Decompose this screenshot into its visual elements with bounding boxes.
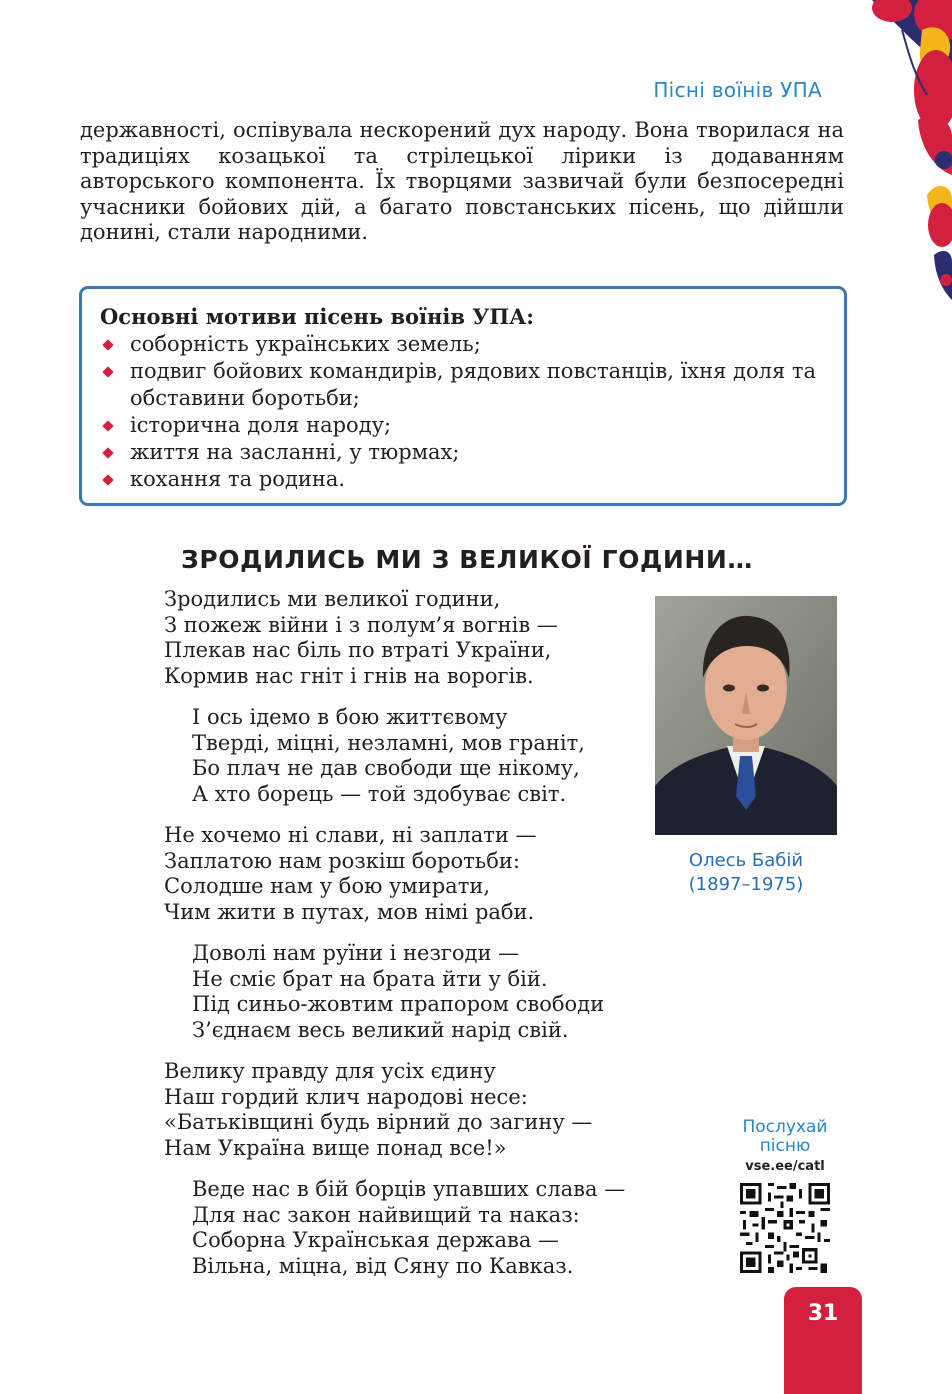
poem-line: Веде нас в бій борців упавших слава — bbox=[192, 1177, 626, 1201]
list-item bbox=[100, 439, 828, 466]
poem-stanza bbox=[164, 705, 654, 807]
poem-title: ЗРОДИЛИСЬ МИ З ВЕЛИКОЇ ГОДИНИ… bbox=[181, 545, 754, 574]
poem-line: Заплатою нам розкіш боротьби: bbox=[164, 848, 520, 873]
floral-decoration-icon bbox=[832, 0, 952, 310]
author-name: Олесь Бабій bbox=[688, 850, 804, 871]
poem-line: А хто борець — той здобуває світ. bbox=[192, 781, 567, 806]
poem-line: Кормив нас гніт і гнів на ворогів. bbox=[164, 663, 534, 688]
poem-line: Солодше нам у бою умирати, bbox=[164, 874, 490, 898]
author-years: (1897–1975) bbox=[688, 874, 804, 895]
author-portrait bbox=[655, 596, 837, 835]
poem-line: Під синьо-жовтим прапором свободи bbox=[192, 992, 605, 1016]
list-item bbox=[100, 331, 828, 358]
intro-paragraph bbox=[80, 118, 844, 246]
motifs-list bbox=[100, 331, 828, 493]
list-item-text: життя на засланні, у тюрмах; bbox=[130, 440, 460, 464]
poem-line: Доволі нам руїни і незгоди — bbox=[192, 941, 520, 965]
list-item bbox=[100, 412, 828, 439]
poem-line: Плекав нас біль по втраті України, bbox=[164, 638, 552, 662]
poem-line: «Батьківщині будь вірний до загину — bbox=[164, 1110, 593, 1134]
listen-block bbox=[730, 1118, 840, 1174]
poem-stanza bbox=[164, 823, 654, 925]
diamond-bullet-icon bbox=[102, 339, 113, 350]
diamond-bullet-icon bbox=[102, 420, 113, 431]
poem-line: Тверді, міцні, незламні, мов граніт, bbox=[192, 730, 585, 755]
diamond-bullet-icon bbox=[102, 474, 113, 485]
running-header: Пісні воїнів УПА bbox=[653, 78, 822, 102]
poem-line: І ось ідемо в бою життєвому bbox=[192, 705, 508, 729]
poem-line: Зродились ми великої години, bbox=[164, 587, 501, 611]
poem-line: З’єднаєм весь великий нарід свій. bbox=[192, 1017, 569, 1042]
qr-code-icon[interactable] bbox=[740, 1183, 830, 1273]
intro-text: державності, оспівувала нескорений дух народу. Вона творилася на традиціях козацької та стрілецької лірики із додаванням авторського компонента. Їх творцями зазвичай були безпосередні учасники бойових дій, а багато повстанських пісень, що дійшли донині, стали народними. bbox=[80, 118, 844, 244]
poem-line: Не хочемо ні слави, ні заплати — bbox=[164, 823, 537, 847]
poem-line: Велику правду для усіх єдину bbox=[164, 1059, 496, 1083]
list-item-text: соборність українських земель; bbox=[130, 332, 481, 356]
listen-label-line2: пісню bbox=[759, 1136, 811, 1156]
list-item bbox=[100, 358, 828, 412]
poem-line: Бо плач не дав свободи ще нікому, bbox=[192, 756, 580, 780]
poem-line: Наш гордий клич народові несе: bbox=[164, 1084, 528, 1109]
portrait-caption bbox=[655, 849, 837, 897]
list-item-text: історична доля народу; bbox=[130, 413, 392, 437]
motifs-box bbox=[79, 286, 847, 506]
poem-line: Вільна, міцна, від Сяну по Кавказ. bbox=[192, 1253, 574, 1278]
poem-line: Чим жити в путах, мов німі раби. bbox=[164, 899, 535, 924]
poem-line: Нам Україна вище понад все!» bbox=[164, 1135, 507, 1160]
page-number: 31 bbox=[807, 1301, 839, 1326]
poem-stanza bbox=[164, 1059, 654, 1161]
list-item-text: подвиг бойових командирів, рядових повстанців, їхня доля та обставини боротьби; bbox=[130, 359, 817, 410]
poem-stanza bbox=[164, 941, 654, 1043]
poem-line: З пожеж війни і з полум’я вогнів — bbox=[164, 612, 558, 637]
listen-url[interactable]: vse.ee/catl bbox=[745, 1159, 825, 1174]
listen-label-line1: Послухай bbox=[742, 1117, 828, 1137]
poem-stanza bbox=[164, 1177, 654, 1279]
poem-line: Не сміє брат на брата йти у бій. bbox=[192, 966, 548, 991]
page-number-tab bbox=[784, 1287, 862, 1394]
motifs-title: Основні мотиви пісень воїнів УПА: bbox=[100, 304, 535, 329]
poem-body bbox=[164, 587, 654, 1295]
list-item-text: кохання та родина. bbox=[130, 467, 346, 491]
diamond-bullet-icon bbox=[102, 366, 113, 377]
poem-stanza bbox=[164, 587, 654, 689]
list-item bbox=[100, 466, 828, 493]
poem-line: Соборна Українськая держава — bbox=[192, 1228, 560, 1252]
diamond-bullet-icon bbox=[102, 447, 113, 458]
poem-line: Для нас закон найвищий та наказ: bbox=[192, 1202, 580, 1227]
